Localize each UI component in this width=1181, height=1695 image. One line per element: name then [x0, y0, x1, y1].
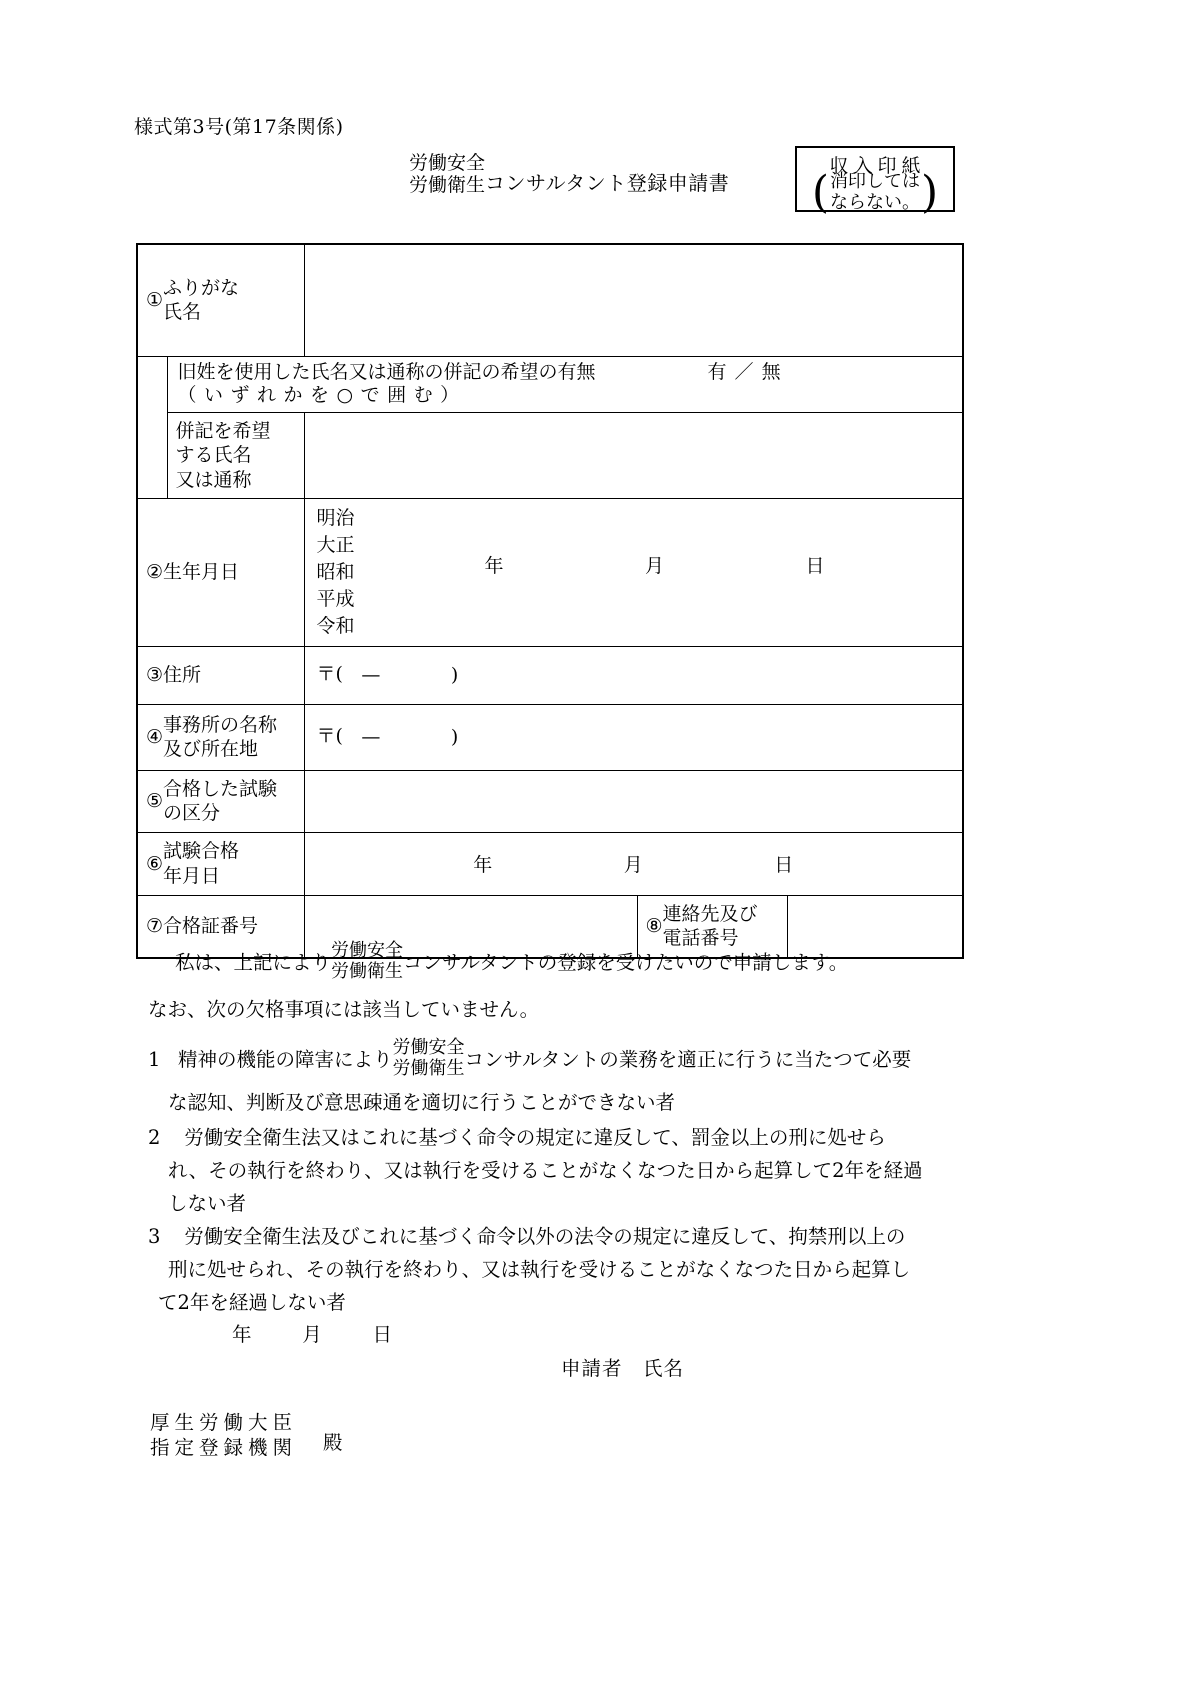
item2-line1: 労働安全衛生法又はこれに基づく命令の規定に違反して、罰金以上の刑に処せら	[184, 1126, 886, 1149]
title-main: コンサルタント登録申請書	[485, 170, 730, 195]
contact-label-line1: 連絡先及び	[662, 902, 758, 925]
stamp-note-line1: 消印しては	[830, 171, 920, 192]
exam-category-label-line2: の区分	[163, 802, 221, 825]
disqualification-item-3	[148, 1222, 905, 1252]
address-label: 住所	[163, 663, 202, 686]
birthdate-input-cell[interactable]	[304, 498, 963, 646]
postal-mark-icon: 〒(	[316, 662, 343, 685]
table-row-exam-category	[137, 770, 963, 832]
addressee-honorific: 殿	[323, 1431, 343, 1455]
alt-name-label-cell	[167, 413, 304, 499]
shimei-label: 氏名	[163, 301, 202, 324]
item1-upper: 労働安全	[392, 1037, 465, 1058]
table-row-address	[137, 646, 963, 704]
name-input-cell[interactable]	[304, 244, 963, 356]
row-number-2: ②	[146, 561, 164, 584]
declaration-lower: 労働衛生	[331, 960, 404, 982]
office-label-line2: 及び所在地	[163, 738, 259, 761]
bracket-right-icon: )	[921, 167, 939, 219]
table-row-former-name-option	[137, 356, 963, 413]
era-meiji[interactable]: 明治	[316, 506, 355, 529]
cert-number-label-cell	[138, 908, 304, 945]
table-row-name	[137, 244, 963, 356]
pass-month-label: 月	[623, 854, 643, 877]
item2-number: 2	[148, 1126, 161, 1149]
declaration-paragraph	[175, 942, 848, 983]
item1-number: 1	[148, 1047, 161, 1071]
former-name-choice[interactable]: 有 ／ 無	[707, 360, 782, 383]
declaration-pre: 私は、上記により	[175, 950, 332, 974]
postal-mark-icon: 〒(	[316, 724, 343, 747]
stamp-note-line2: ならない。	[830, 191, 920, 213]
row-number-8: ⑧	[645, 915, 663, 938]
application-table	[136, 243, 964, 959]
exam-category-label-cell	[138, 771, 304, 832]
item1-dual-label	[393, 1038, 465, 1079]
item1-post: コンサルタントの業務を適正に行うに当たつて必要	[464, 1047, 912, 1071]
cert-number-label: 合格証番号	[163, 914, 259, 937]
exam-category-input-cell[interactable]	[304, 770, 963, 832]
postal-dash: —	[361, 725, 381, 748]
pass-date-input-cell[interactable]	[304, 833, 963, 895]
alt-name-label-line3: 又は通称	[175, 468, 252, 491]
former-name-instruction: （いずれかを○で囲む）	[177, 384, 467, 407]
era-heisei[interactable]: 平成	[316, 587, 355, 610]
row-number-6: ⑥	[146, 852, 164, 875]
era-reiwa[interactable]: 令和	[316, 614, 355, 637]
postal-dash: —	[361, 663, 381, 686]
item2-line2: れ、その執行を終わり、又は執行を受けることがなくなつた日から起算して2年を経過	[168, 1159, 923, 1182]
disqualification-item-1	[148, 1039, 911, 1080]
name-label-cell	[138, 270, 304, 331]
birth-day-label: 日	[805, 554, 825, 577]
form-code: 様式第3号(第17条関係)	[134, 116, 344, 138]
era-showa[interactable]: 昭和	[316, 560, 355, 583]
table-row-birthdate	[137, 498, 963, 646]
title-upper: 労働安全	[409, 152, 486, 174]
pass-day-label: 日	[774, 854, 794, 877]
office-postal-code[interactable]	[305, 721, 963, 754]
document-title	[409, 152, 729, 197]
stamp-label: 収入印紙	[829, 155, 926, 177]
submission-year-label: 年	[232, 1323, 252, 1346]
office-label-cell	[138, 707, 304, 768]
row-number-3: ③	[146, 664, 164, 687]
alt-name-input-cell[interactable]	[304, 413, 963, 499]
contact-label-line2: 電話番号	[662, 927, 739, 950]
declaration-dual-label	[331, 941, 403, 982]
exam-category-label-line1: 合格した試験	[163, 777, 278, 800]
alt-name-label-line2: する氏名	[175, 444, 252, 467]
declaration-post: コンサルタントの登録を受けたいので申請します。	[403, 950, 849, 974]
stamp-note	[797, 167, 953, 219]
postal-close: )	[450, 663, 459, 686]
submission-month-label: 月	[302, 1323, 322, 1346]
submission-date-line[interactable]	[232, 1320, 392, 1350]
row-number-4: ④	[146, 726, 164, 749]
table-row-office	[137, 704, 963, 770]
applicant-signature-label[interactable]: 申請者 氏名	[561, 1357, 685, 1380]
addressee-line1: 厚生労働大臣	[150, 1411, 298, 1434]
pass-date-label-line2: 年月日	[163, 864, 221, 887]
revenue-stamp-box	[795, 146, 955, 219]
disqualification-intro: なお、次の欠格事項には該当していません。	[148, 998, 540, 1021]
item3-number: 3	[148, 1225, 161, 1248]
row-number-5: ⑤	[146, 790, 164, 813]
declaration-upper: 労働安全	[331, 940, 404, 961]
era-taisho[interactable]: 大正	[316, 533, 355, 556]
pass-date-label-cell	[138, 833, 304, 894]
item3-line3: て2年を経過しない者	[158, 1291, 346, 1314]
title-dual-label	[409, 152, 485, 197]
address-postal-code[interactable]	[305, 659, 963, 692]
addressee-line2: 指定登録機関	[150, 1436, 298, 1460]
item1-pre: 精神の機能の障害により	[178, 1047, 393, 1071]
birthdate-ymd	[485, 551, 825, 578]
furigana-label: ふりがな	[163, 276, 240, 299]
item1-continuation: な認知、判断及び意思疎通を適切に行うことができない者	[168, 1091, 676, 1114]
pass-year-label: 年	[473, 854, 493, 877]
former-name-question: 旧姓を使用した氏名又は通称の併記の希望の有無	[177, 360, 596, 383]
addressee-block	[150, 1410, 343, 1461]
address-label-cell	[138, 657, 304, 694]
alt-name-label-line1: 併記を希望	[175, 420, 271, 442]
postal-close: )	[450, 725, 459, 748]
row-number-1: ①	[146, 289, 164, 312]
item3-line2: 刑に処せられ、その執行を終わり、又は執行を受けることがなくなつた日から起算し	[168, 1258, 911, 1281]
item1-lower: 労働衛生	[392, 1057, 465, 1079]
item2-line3: しない者	[168, 1192, 247, 1215]
birthdate-label: 生年月日	[163, 561, 240, 584]
row-number-7: ⑦	[146, 915, 164, 938]
birth-month-label: 月	[644, 554, 664, 577]
bracket-left-icon: (	[811, 167, 829, 219]
address-input-cell[interactable]	[304, 646, 963, 704]
former-name-option-cell	[167, 356, 963, 413]
birth-year-label: 年	[484, 554, 504, 577]
pass-date-ymd	[305, 850, 963, 877]
item3-line1: 労働安全衛生法及びこれに基づく命令以外の法令の規定に違反して、拘禁刑以上の	[184, 1225, 906, 1248]
office-input-cell[interactable]	[304, 704, 963, 770]
table-row-pass-date	[137, 833, 963, 895]
disqualification-item-2	[148, 1123, 886, 1153]
submission-day-label: 日	[372, 1323, 392, 1346]
title-lower: 労働衛生	[409, 174, 486, 197]
birthdate-label-cell	[138, 554, 304, 591]
table-row-alt-name	[137, 413, 963, 499]
pass-date-label-line1: 試験合格	[163, 840, 240, 863]
office-label-line1: 事務所の名称	[163, 713, 278, 736]
